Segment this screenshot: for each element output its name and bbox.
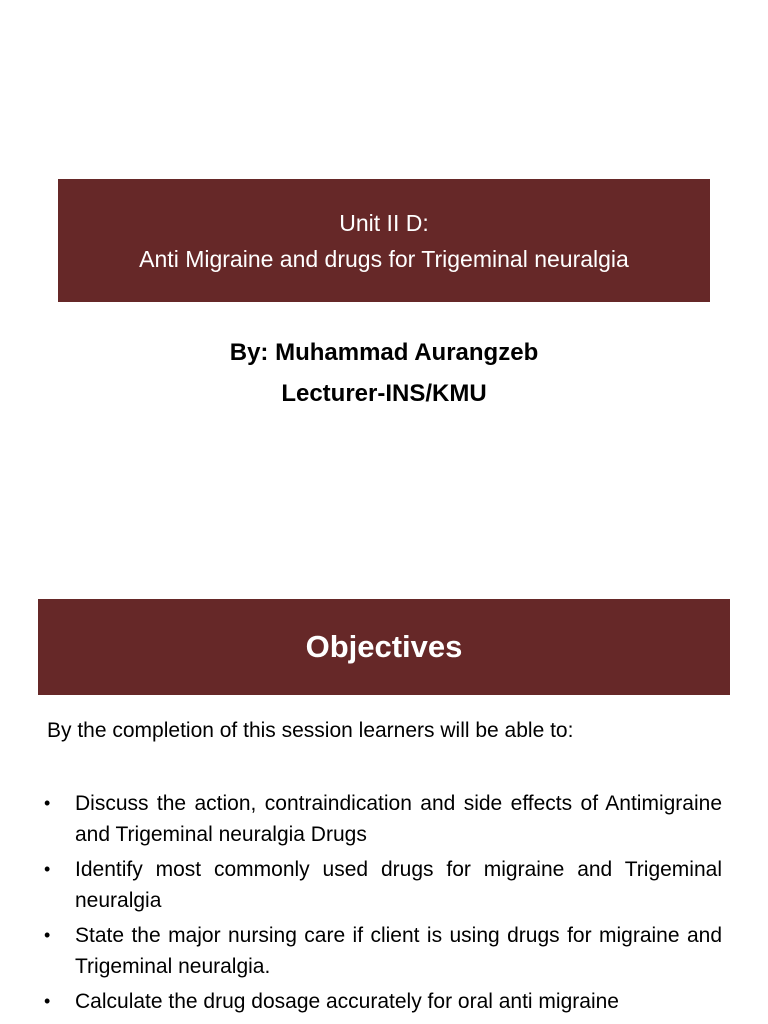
bullet-icon: • — [44, 859, 51, 879]
objective-item — [40, 920, 722, 982]
objective-item — [40, 854, 722, 916]
objective-text: Discuss the action, contraindication and side effects of Antimigraine and Trigeminal neuralgia Drugs — [75, 792, 722, 846]
author-block — [0, 332, 768, 414]
objectives-heading: Objectives — [38, 599, 730, 695]
bullet-icon: • — [44, 793, 51, 813]
objective-item — [40, 788, 722, 850]
objectives-list — [40, 788, 722, 1021]
title-banner — [58, 179, 710, 302]
bullet-icon: • — [44, 991, 51, 1011]
objectives-slide — [0, 576, 768, 1024]
objective-text: Calculate the drug dosage accurately for oral anti migraine — [75, 990, 619, 1013]
objective-text: State the major nursing care if client is using drugs for migraine and Trigeminal neuralgia. — [75, 924, 722, 978]
bullet-icon: • — [44, 925, 51, 945]
objective-item — [40, 986, 722, 1017]
objectives-intro: By the completion of this session learners will be able to: — [47, 719, 574, 742]
topic-title: Anti Migraine and drugs for Trigeminal neuralgia — [139, 245, 629, 272]
unit-title: Unit II D: — [339, 209, 429, 236]
objective-text: Identify most commonly used drugs for migraine and Trigeminal neuralgia — [75, 858, 722, 912]
author-affiliation: Lecturer-INS/KMU — [281, 380, 487, 407]
author-name: By: Muhammad Aurangzeb — [229, 339, 539, 366]
